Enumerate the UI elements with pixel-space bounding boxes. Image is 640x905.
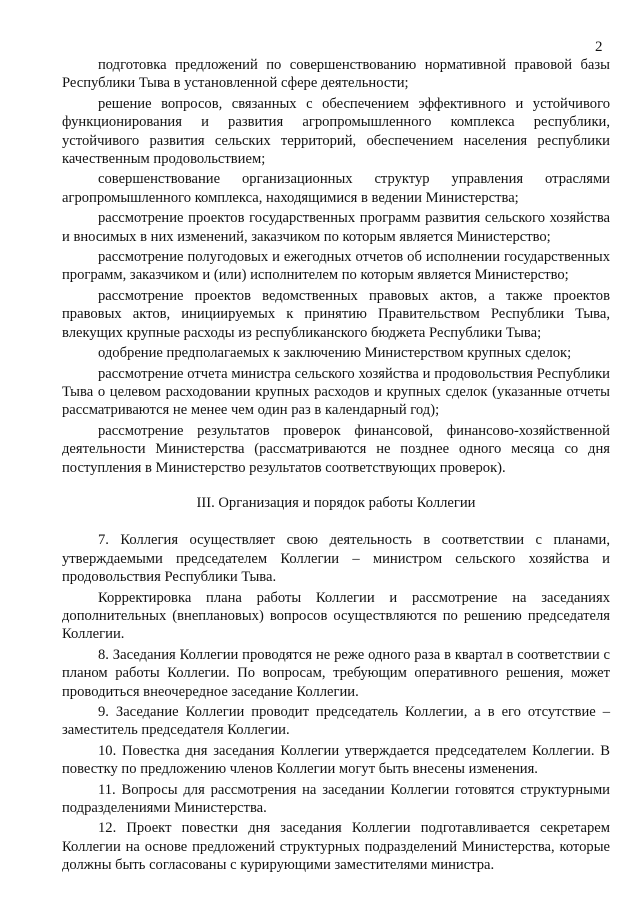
list-item: решение вопросов, связанных с обеспечением эффективного и устойчивого функционирования и развития агропромышленного комплекса республики, устойчивого развития сельских территорий, обеспечением населения республики качественным продовольствием; [62,95,610,168]
competence-list [62,56,610,477]
list-item: рассмотрение проектов государственных программ развития сельского хозяйства и вносимых в них изменений, заказчиком по которым является Министерство; [62,210,610,245]
list-item: рассмотрение полугодовых и ежегодных отчетов об исполнении государственных программ, заказчиком и (или) исполнителем по которым является Министерство; [62,249,610,284]
paragraph: Корректировка плана работы Коллегии и рассмотрение на заседаниях дополнительных (внеплановых) вопросов осуществляются по решению председателя Коллегии. [62,589,610,643]
paragraph: 10. Повестка дня заседания Коллегии утверждается председателем Коллегии. В повестку по предложению членов Коллегии могут быть внесены изменения. [62,742,610,778]
document-body [62,56,610,877]
list-item: подготовка предложений по совершенствованию нормативной правовой базы Республики Тыва в установленной сфере деятельности; [62,57,610,92]
paragraph: 11. Вопросы для рассмотрения на заседании Коллегии готовятся структурными подразделениями Министерства. [62,781,610,817]
section-heading: III. Организация и порядок работы Коллегии [196,494,476,511]
list-item: одобрение предполагаемых к заключению Министерством крупных сделок; [98,345,572,362]
paragraph: 7. Коллегия осуществляет свою деятельность в соответствии с планами, утверждаемыми председателем Коллегии – министром сельского хозяйства и продовольствия Республики Тыва. [62,532,610,586]
page-number: 2 [595,39,603,55]
list-item: рассмотрение отчета министра сельского хозяйства и продовольствия Республики Тыва о целевом расходовании крупных расходов и крупных сделок (указанные отчеты рассматриваются не менее чем один раз в календарный год); [62,365,610,419]
paragraph: 9. Заседание Коллегии проводит председатель Коллегии, а в его отсутствие – заместитель председателя Коллегии. [62,704,610,739]
paragraph: 12. Проект повестки дня заседания Коллегии подготавливается секретарем Коллегии на основе предложений структурных подразделений Министерства, которые должны быть согласованы с курирующими заместителями министра. [62,820,610,874]
list-item: рассмотрение результатов проверок финансовой, финансово-хозяйственной деятельности Министерства (рассматриваются не позднее одного месяца со дня поступления в Министерство результатов соответствующих проверок). [62,422,610,476]
section-body [62,531,610,874]
list-item: совершенствование организационных структур управления отраслями агропромышленного комплекса, находящимися в ведении Министерства; [62,171,610,206]
list-item: рассмотрение проектов ведомственных правовых актов, а также проектов правовых актов, инициируемых к принятию Правительством Республики Тыва, влекущих крупные расходы из республиканского бюджета Республики Тыва; [62,287,610,341]
paragraph: 8. Заседания Коллегии проводятся не реже одного раза в квартал в соответствии с планом работы Коллегии. По вопросам, требующим оперативного решения, может проводиться внеочередное заседание Коллегии. [62,646,610,700]
